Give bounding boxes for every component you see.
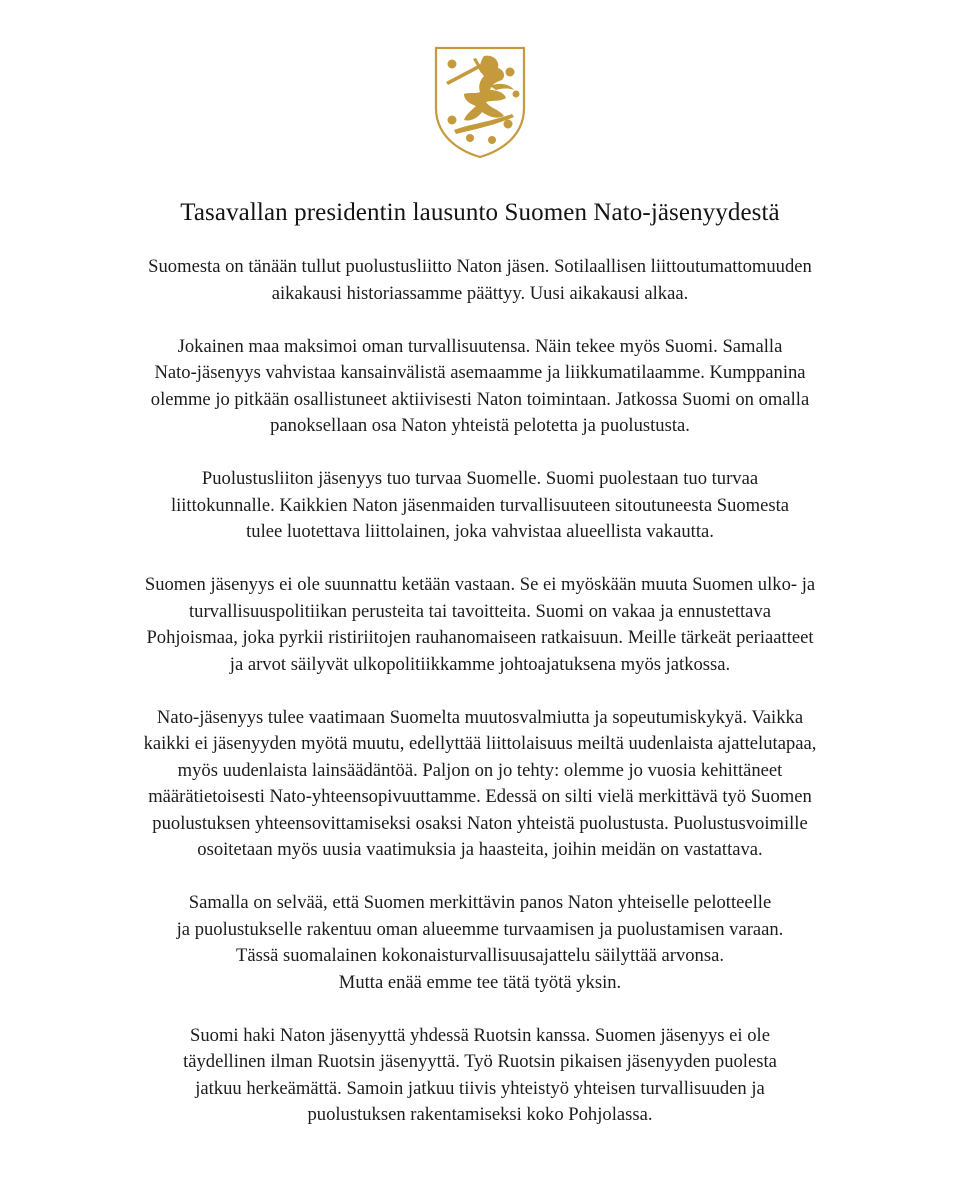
text-line: Nato-jäsenyys vahvistaa kansainvälistä asemaamme ja liikkumatilaamme. Kumppanina: [154, 362, 806, 383]
text-line: Suomesta on tänään tullut puolustusliitto Naton jäsen. Sotilaallisen liittoutumattomuuden: [148, 256, 812, 277]
text-line: Samalla on selvää, että Suomen merkittävin panos Naton yhteiselle pelotteelle: [188, 892, 772, 913]
text-line: Pohjoismaa, joka pyrkii ristiriitojen rauhanomaiseen ratkaisuun. Meille tärkeät periaatteet: [146, 627, 814, 648]
text-line: osoitetaan myös uusia vaatimuksia ja haasteita, joihin meidän on vastattava.: [197, 839, 763, 860]
text-line: Mutta enää emme tee tätä työtä yksin.: [338, 971, 622, 993]
text-line: määrätietoisesti Nato-yhteensopivuuttamme. Edessä on silti vielä merkittävä työ Suomen: [148, 786, 812, 807]
coat-of-arms-icon: [430, 42, 530, 160]
paragraph: [60, 466, 900, 546]
paragraph: [60, 572, 900, 678]
text-line: Jokainen maa maksimoi oman turvallisuutensa. Näin tekee myös Suomi. Samalla: [177, 335, 783, 357]
text-line: Nato-jäsenyys tulee vaatimaan Suomelta muutosvalmiutta ja sopeutumiskykyä. Vaikka: [156, 706, 804, 728]
text-line: olemme jo pitkään osallistuneet aktiivisesti Naton toimintaan. Jatkossa Suomi on omalla: [150, 388, 810, 410]
text-line: panoksellaan osa Naton yhteistä pelotetta ja puolustusta.: [270, 415, 690, 436]
statement-body: [60, 254, 900, 1155]
text-line: puolustuksen yhteensovittamiseksi osaksi Naton yhteistä puolustusta. Puolustusvoimille: [152, 812, 808, 834]
text-line: kaikki ei jäsenyyden myötä muutu, edellyttää liittolaisuus meiltä uudenlaista ajattelutapaa,: [143, 733, 817, 754]
text-line: ja arvot säilyvät ulkopolitiikkamme johtoajatuksena myös jatkossa.: [229, 653, 731, 675]
text-line: puolustuksen rakentamiseksi koko Pohjolassa.: [307, 1104, 653, 1125]
page-title: Tasavallan presidentin lausunto Suomen Nato-jäsenyydestä: [180, 199, 780, 226]
text-line: Tässä suomalainen kokonaisturvallisuusajattelu säilyttää arvonsa.: [236, 945, 724, 966]
paragraph: [60, 334, 900, 440]
paragraph: [60, 705, 900, 864]
text-line: Puolustusliiton jäsenyys tuo turvaa Suomelle. Suomi puolestaan tuo turvaa: [201, 468, 759, 489]
paragraph: [60, 254, 900, 307]
text-line: turvallisuuspolitiikan perusteita tai tavoitteita. Suomi on vakaa ja ennustettava: [189, 600, 771, 622]
text-line: ja puolustukselle rakentuu oman alueemme turvaamisen ja puolustamisen varaan.: [176, 918, 784, 940]
text-line: jatkuu herkeämättä. Samoin jatkuu tiivis yhteistyö yhteisen turvallisuuden ja: [195, 1077, 765, 1099]
text-line: liittokunnalle. Kaikkien Naton jäsenmaiden turvallisuuteen sitoutuneesta Suomesta: [170, 494, 790, 516]
paragraph: [60, 890, 900, 996]
text-line: Suomi haki Naton jäsenyyttä yhdessä Ruotsin kanssa. Suomen jäsenyys ei ole: [190, 1024, 770, 1046]
paragraph: [60, 1023, 900, 1129]
text-line: tulee luotettava liittolainen, joka vahvistaa alueellista vakautta.: [246, 521, 714, 542]
text-line: täydellinen ilman Ruotsin jäsenyyttä. Työ Ruotsin pikaisen jäsenyyden puolesta: [183, 1051, 777, 1072]
text-line: aikakausi historiassamme päättyy. Uusi aikakausi alkaa.: [271, 282, 689, 304]
text-line: Suomen jäsenyys ei ole suunnattu ketään vastaan. Se ei myöskään muuta Suomen ulko- ja: [144, 574, 816, 595]
text-line: myös uudenlaista lainsäädäntöä. Paljon on jo tehty: olemme jo vuosia kehittäneet: [177, 759, 783, 781]
